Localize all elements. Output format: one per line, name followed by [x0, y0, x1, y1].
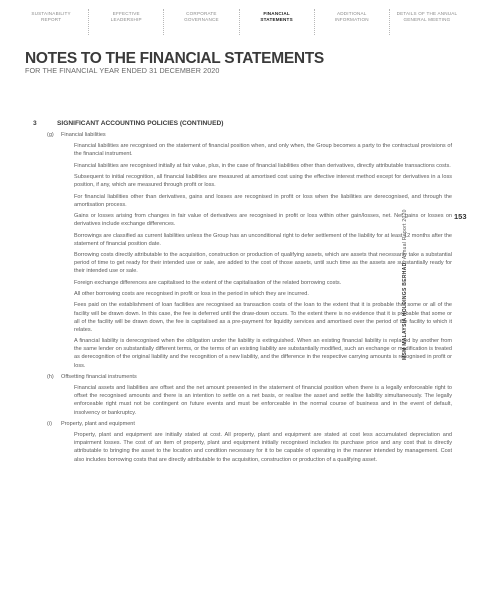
top-navigation: [14, 9, 464, 35]
paragraph: Borrowing costs directly attributable to the acquisition, construction or production of qualifying assets, which are assets that necessarily take a substantial period of time to get ready for their intended use or sale, are added to the cost of those assets, until such time as the assets are substantially ready for their intended use or sale.: [74, 252, 452, 275]
section-heading: [33, 120, 453, 127]
page-number: 153: [454, 212, 467, 221]
side-margin: [402, 145, 472, 445]
page-title: NOTES TO THE FINANCIAL STATEMENTS: [25, 50, 324, 67]
nav-item-1[interactable]: EFFECTIVE LEADERSHIP: [89, 9, 164, 35]
report-name: Annual Report 2020: [402, 209, 408, 260]
section-title: SIGNIFICANT ACCOUNTING POLICIES (CONTINUED): [57, 120, 224, 127]
nav-item-3[interactable]: FINANCIAL STATEMENTS: [240, 9, 315, 35]
paragraph: Gains or losses arising from changes in fair value of derivatives are recognised in profit or loss within other gain/losses, net. Net gains or losses on derivatives include exchange differences.: [74, 213, 452, 228]
paragraph: A financial liability is derecognised when the obligation under the liability is extinguished. When an existing financial liability is replaced by another from the same lender on substantially different terms, or the terms of an existing liability are substantially modified, such an exchange or modification is treated as derecognition of the original liability and the recognition of a new liability, and the difference in the respective carrying amounts is recognised in profit or loss.: [74, 338, 452, 369]
subsection-heading: [47, 420, 452, 428]
paragraph: Property, plant and equipment are initially stated at cost. All property, plant and equipment are stated at cost less accumulated depreciation and impairment losses. The cost of an item of property, plant and equipment initially recognised includes its purchase price and any cost that is directly attributable to bringing the asset to the location and condition necessary for it to be capable of operating in the manner intended by management. Cost also includes borrowing costs that are directly attributable to the acquisition, construction or production of a qualifying asset.: [74, 432, 452, 463]
section-number: 3: [33, 120, 37, 127]
nav-item-0[interactable]: SUSTAINABILITY REPORT: [14, 9, 89, 35]
paragraph: Fees paid on the establishment of loan facilities are recognised as transaction costs of the loan to the extent that it is probable that some or all of the facility will be drawn down. In this case, the fee is deferred until the draw-down occurs. To the extent there is no evidence that it is probable that some or all of the facility will be drawn down, the fee is capitalised as a pre-payment for liquidity services and amortised over the period of the facility to which it relates.: [74, 302, 452, 333]
nav-item-2[interactable]: CORPORATE GOVERNANCE: [164, 9, 239, 35]
paragraph: All other borrowing costs are recognised in profit or loss in the period in which they are incurred.: [74, 291, 309, 297]
subsection-label: Financial liabilities: [61, 132, 106, 138]
subsection-letter: (h): [47, 373, 54, 380]
paragraph: Financial liabilities are recognised on the statement of financial position when, and only when, the Group becomes a party to the contractual provisions of the financial instrument.: [74, 143, 452, 158]
subsection-letter: (i): [47, 420, 52, 427]
running-footer: [402, 120, 408, 360]
nav-item-4[interactable]: ADDITIONAL INFORMATION: [315, 9, 390, 35]
subsection-label: Property, plant and equipment: [61, 420, 135, 427]
notes-body: [47, 131, 452, 467]
paragraph: Financial assets and liabilities are offset and the net amount presented in the statement of financial position when there is a legally enforceable right to offset the recognised amounts and there is an intention to settle on a net basis, or realise the asset and settle the liability simultaneously. The legally enforceable right must not be contingent on future events and must be enforceable in the normal course of business and in the event of default, insolvency or bankruptcy.: [74, 385, 452, 416]
subsection-heading: [47, 131, 452, 139]
page-subtitle: FOR THE FINANCIAL YEAR ENDED 31 DECEMBER 2020: [25, 66, 220, 75]
paragraph: Subsequent to initial recognition, all financial liabilities are measured at amortised cost using the effective interest method except for derivatives in a loss position, if any, which are measured through profit or loss.: [74, 174, 452, 189]
paragraph: For financial liabilities other than derivatives, gains and losses are recognised in profit or loss when the liabilities are derecognised, and through the amortisation process.: [74, 193, 452, 208]
company-name: MSM MALAYSIA HOLDINGS BERHAD: [402, 262, 408, 360]
paragraph: Foreign exchange differences are capitalised to the extent of the capitalisation of the related borrowing costs.: [74, 279, 342, 286]
paragraph: Borrowings are classified as current liabilities unless the Group has an unconditional right to defer settlement of the liability for at least 12 months after the statement of financial position date.: [74, 232, 452, 247]
paragraph: Financial liabilities are recognised initially at fair value, plus, in the case of financial liabilities other than derivatives, directly attributable transactions costs.: [74, 162, 451, 169]
subsection-label: Offsetting financial instruments: [61, 373, 137, 380]
subsection-letter: (g): [47, 132, 54, 138]
nav-item-5[interactable]: DETAILS OF THE ANNUAL GENERAL MEETING: [396, 11, 458, 22]
subsection-heading: [47, 373, 452, 381]
